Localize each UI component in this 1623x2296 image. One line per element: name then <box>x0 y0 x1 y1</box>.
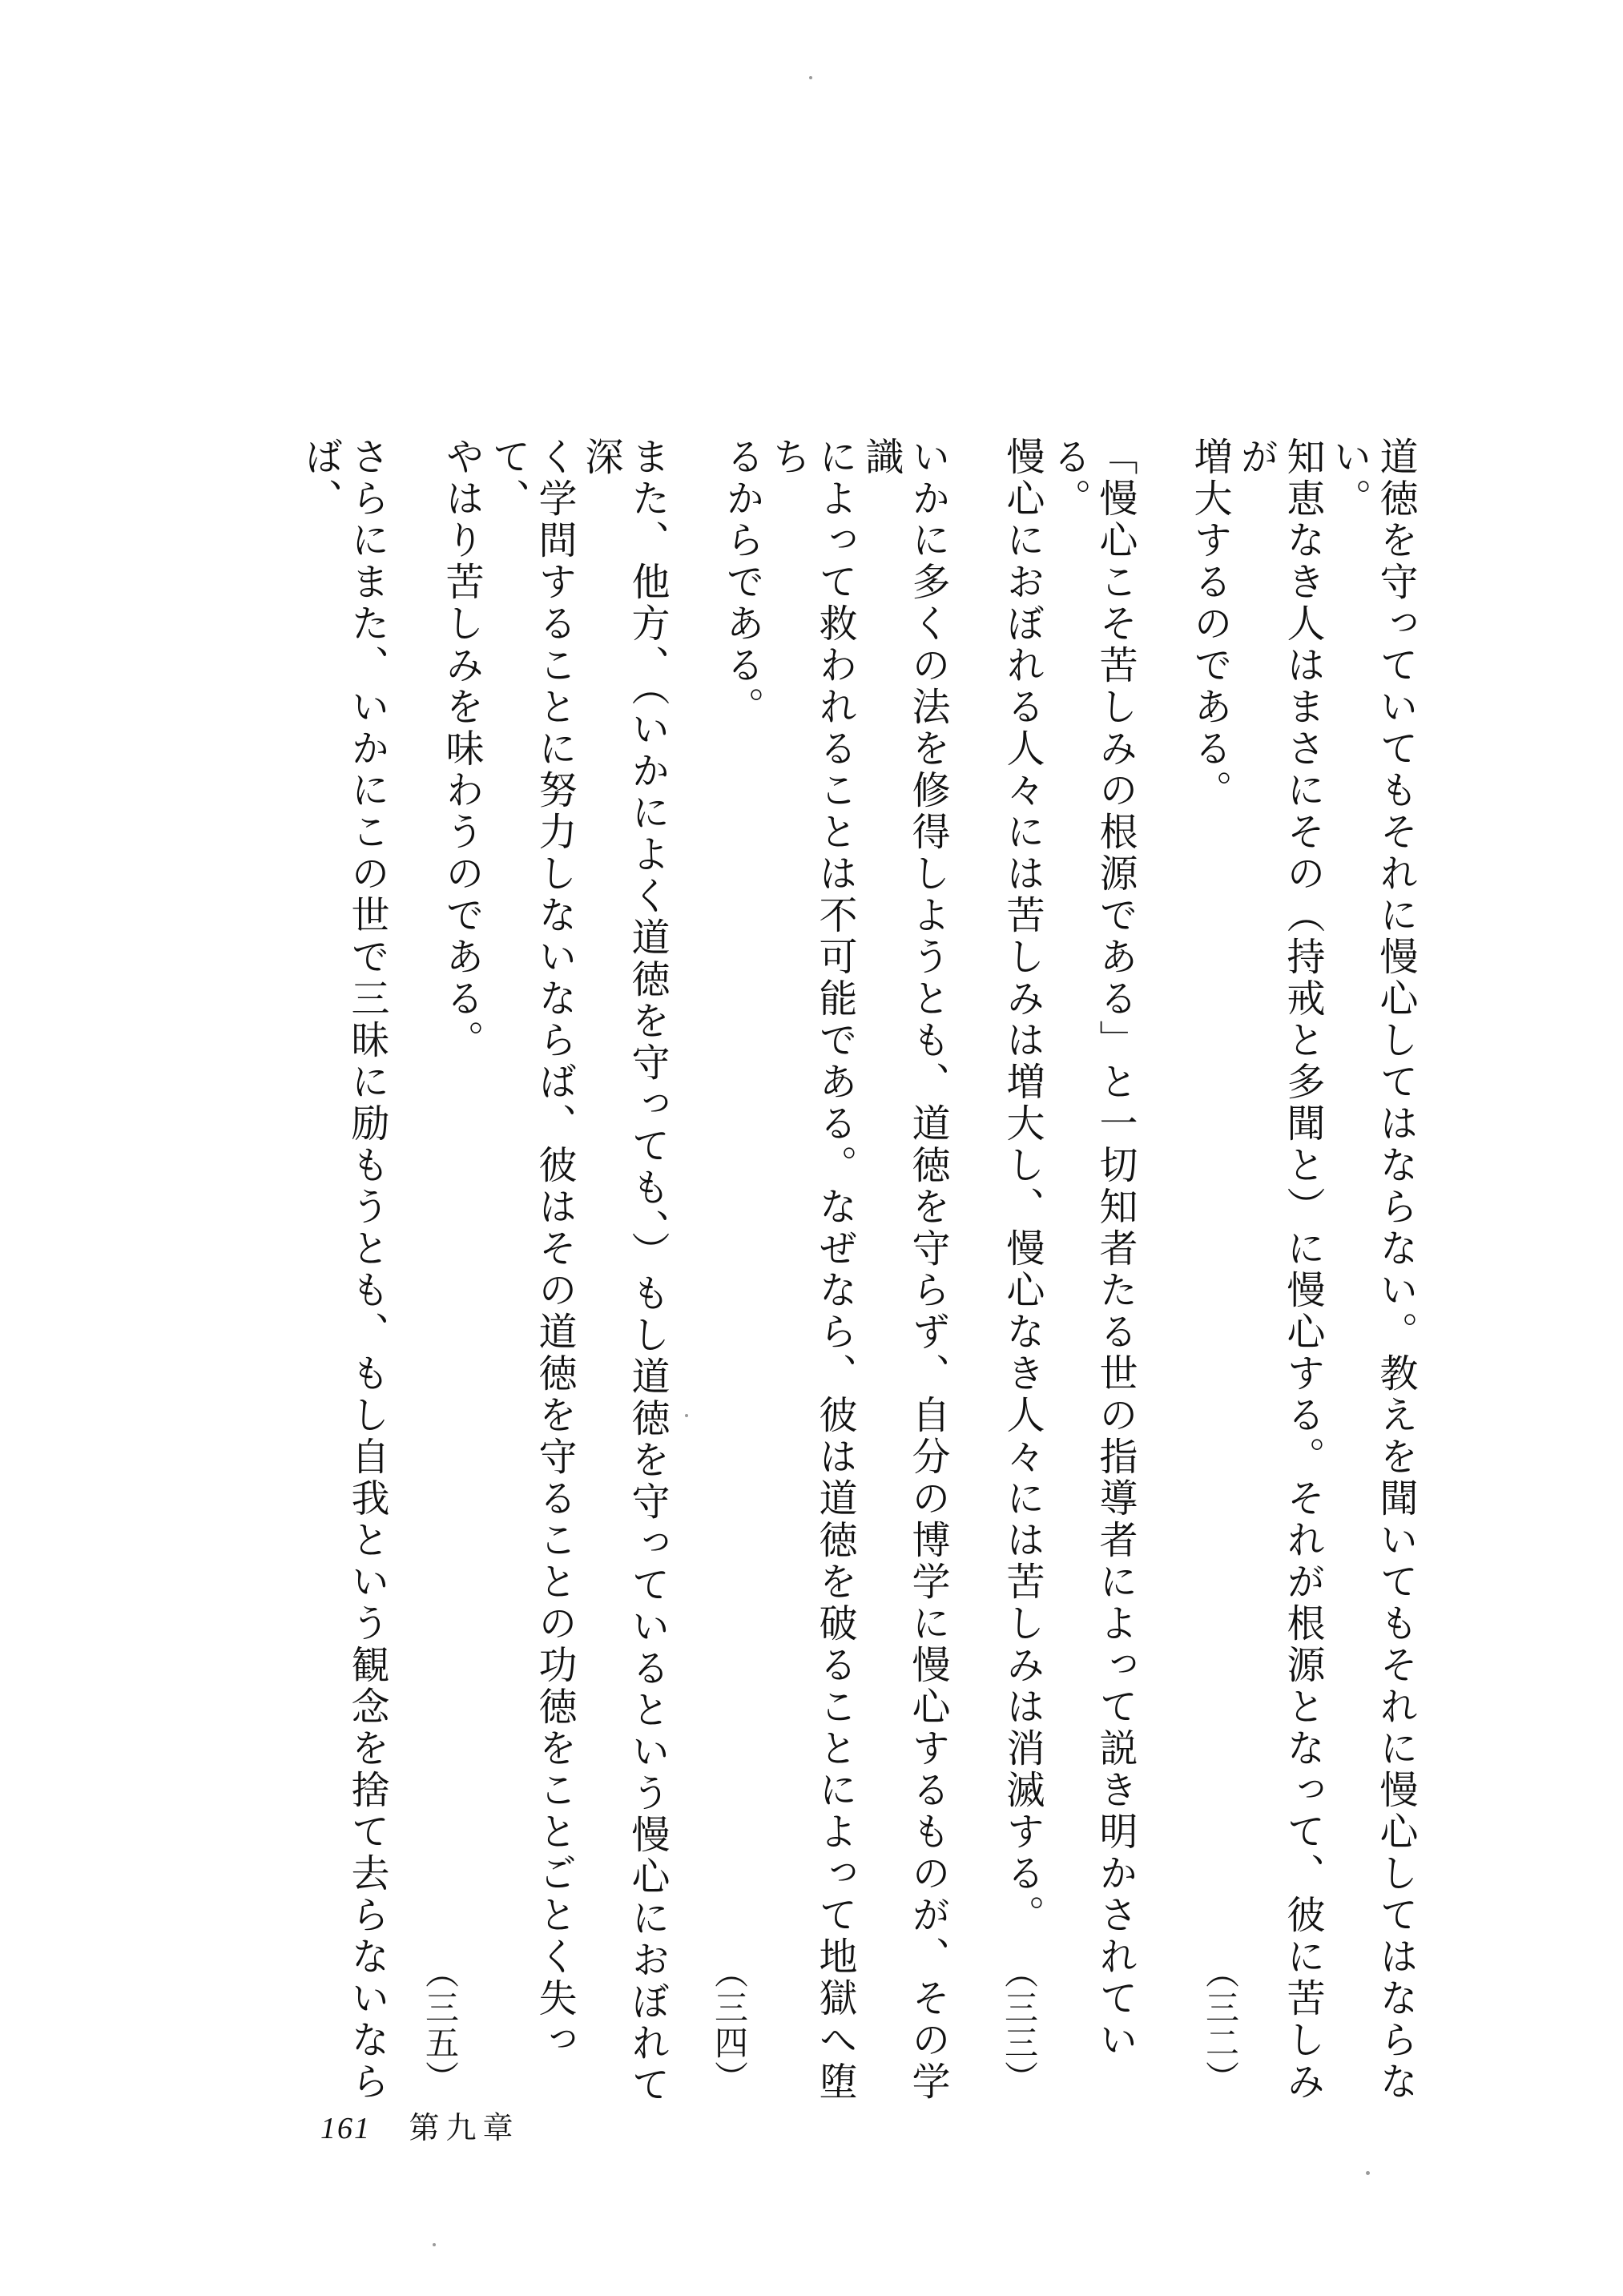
verse-32: 道徳を守っていてもそれに慢心してはならない。教えを聞いてもそれに慢心してはならない。 知恵なき人はまさにその（持戒と多聞と）に慢心する。それが根源となって、彼に苦しみが 増大するのである。 <box>1187 437 1418 2103</box>
scan-speck <box>1366 2171 1370 2175</box>
chapter-title: 第九章 <box>409 2112 520 2145</box>
verse-number: （三二） <box>1201 1955 1240 2096</box>
verse-34: いかに多くの法を修得しようとも、道徳を守らず、自分の博学に慢心するものが、その学識 によって救われることは不可能である。なぜなら、彼は道徳を破ることによって地獄へ堕ち るからである。 <box>719 437 950 2103</box>
scan-speck <box>809 76 812 79</box>
verse-number: （三五） <box>421 1955 460 2096</box>
verse-33: 「慢心こそ苦しみの根源である」と一切知者たる世の指導者によって説き明かされている。 慢心におぼれる人々には苦しみは増大し、慢心なき人々には苦しみは消滅する。 <box>1000 437 1138 2061</box>
page-footer <box>320 2103 520 2147</box>
main-text <box>249 437 1419 2119</box>
page-number: 161 <box>320 2112 371 2145</box>
verse-35: また、他方、（いかによく道徳を守っても、）もし道徳を守っているという慢心におぼれて深 く学問することに努力しないならば、彼はその道徳を守ることの功徳をことごとく失って、 やはり苦しみを味わうのである。 <box>439 437 670 2106</box>
verse-number: （三四） <box>710 1955 749 2096</box>
scan-speck <box>433 2243 436 2246</box>
verse-36-start: さらにまた、いかにこの世で三昧に励もうとも、もし自我という観念を捨て去らないならば、 <box>298 437 389 2103</box>
verse-number: （三三） <box>1000 1955 1039 2096</box>
